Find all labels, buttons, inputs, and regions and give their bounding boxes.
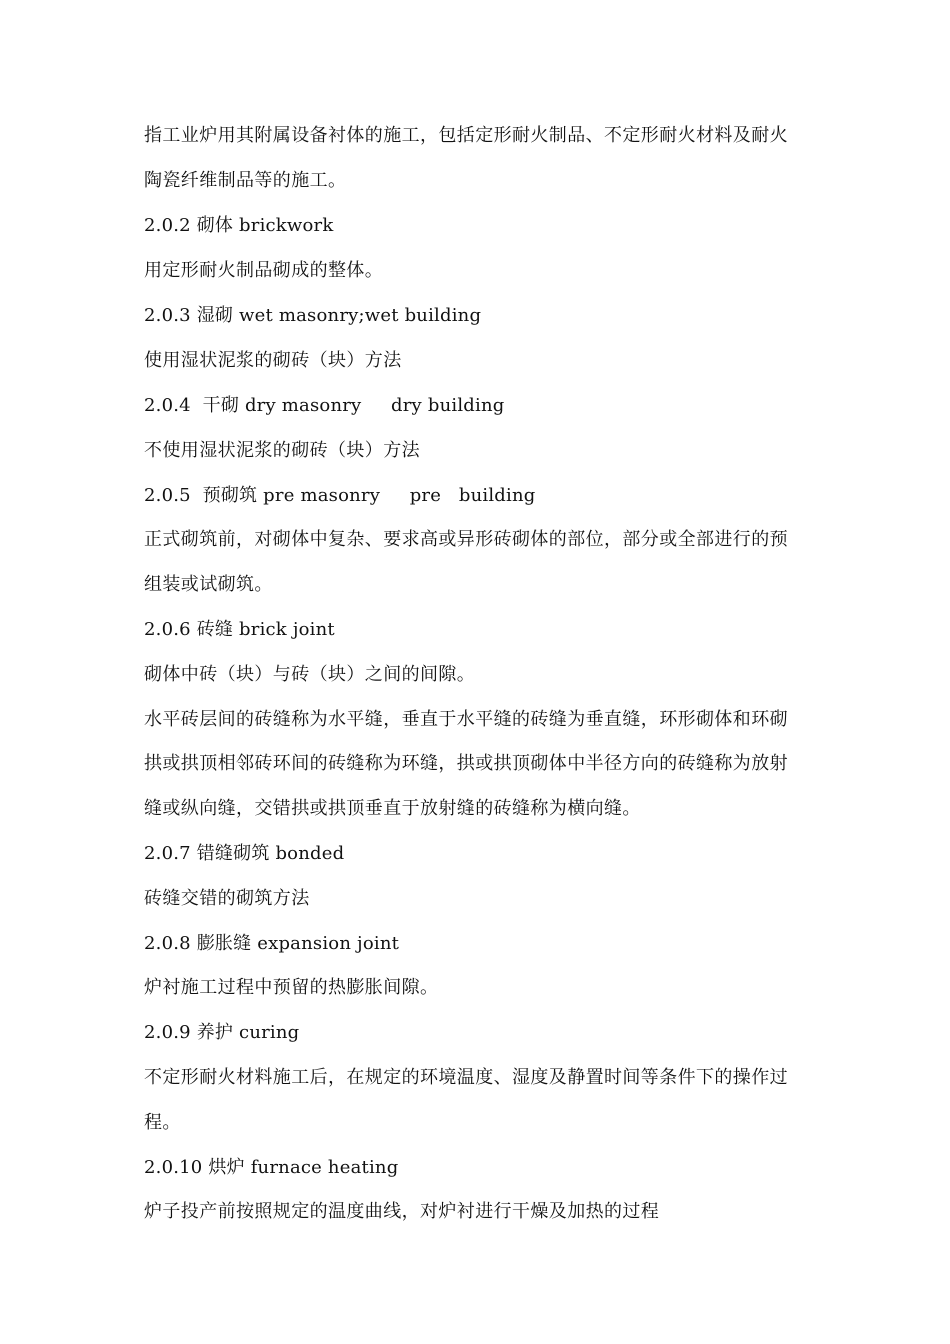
- text-line: 砌体中砖（块）与砖（块）之间的间隙。: [144, 664, 476, 685]
- text-line: 正式砌筑前，对砌体中复杂、要求高或异形砖砌体的部位，部分或全部进行的预: [144, 529, 788, 550]
- text-line: 炉子投产前按照规定的温度曲线，对炉衬进行干燥及加热的过程: [144, 1201, 660, 1222]
- term-heading: 2.0.9 养护 curing: [144, 1022, 300, 1043]
- term-heading: 2.0.8 膨胀缝 expansion joint: [144, 933, 400, 954]
- text-line: 组装或试砌筑。: [144, 574, 273, 595]
- text-line: 拱或拱顶相邻砖环间的砖缝称为环缝，拱或拱顶砌体中半径方向的砖缝称为放射: [144, 753, 788, 774]
- text-line: 不定形耐火材料施工后，在规定的环境温度、湿度及静置时间等条件下的操作过: [144, 1067, 788, 1088]
- text-line: 指工业炉用其附属设备衬体的施工，包括定形耐火制品、不定形耐火材料及耐火: [144, 125, 788, 146]
- term-heading: 2.0.4 干砌 dry masonry dry building: [144, 395, 505, 416]
- term-heading: 2.0.10 烘炉 furnace heating: [144, 1157, 399, 1178]
- term-heading: 2.0.7 错缝砌筑 bonded: [144, 843, 345, 864]
- text-line: 缝或纵向缝，交错拱或拱顶垂直于放射缝的砖缝称为横向缝。: [144, 798, 641, 819]
- text-line: 炉衬施工过程中预留的热膨胀间隙。: [144, 977, 439, 998]
- text-line: 不使用湿状泥浆的砌砖（块）方法: [144, 440, 420, 461]
- text-line: 陶瓷纤维制品等的施工。: [144, 170, 347, 191]
- text-line: 程。: [144, 1112, 181, 1133]
- term-heading: 2.0.2 砌体 brickwork: [144, 215, 334, 236]
- text-line: 用定形耐火制品砌成的整体。: [144, 260, 384, 281]
- term-heading: 2.0.6 砖缝 brick joint: [144, 619, 335, 640]
- text-line: 砖缝交错的砌筑方法: [144, 888, 310, 909]
- term-heading: 2.0.5 预砌筑 pre masonry pre building: [144, 485, 536, 506]
- text-line: 水平砖层间的砖缝称为水平缝，垂直于水平缝的砖缝为垂直缝，环形砌体和环砌: [144, 709, 788, 730]
- text-line: 使用湿状泥浆的砌砖（块）方法: [144, 350, 402, 371]
- term-heading: 2.0.3 湿砌 wet masonry;wet building: [144, 305, 482, 326]
